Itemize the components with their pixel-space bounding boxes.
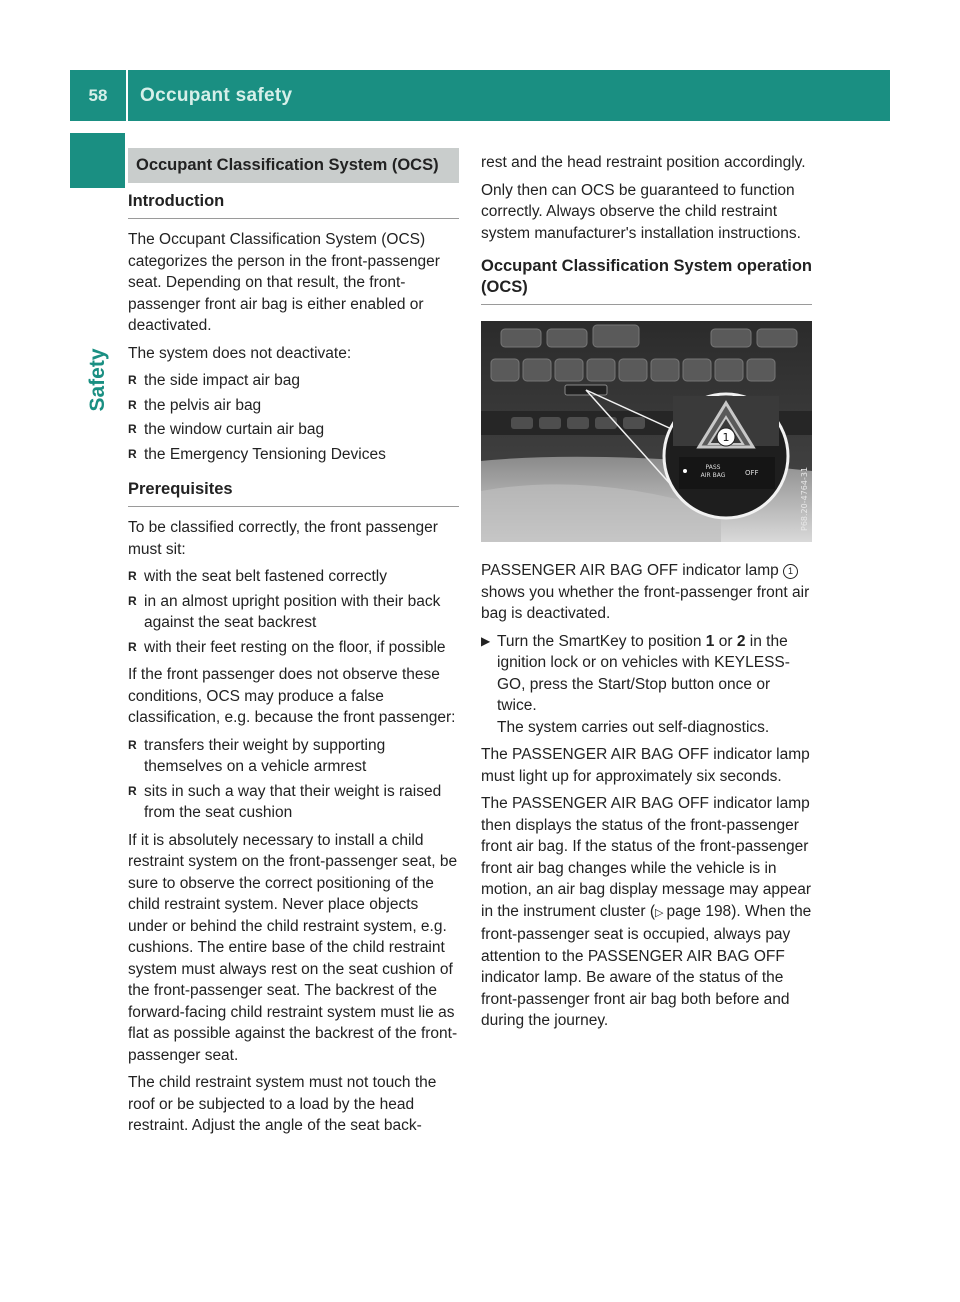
step-or: or [718,632,733,650]
list-item: R in an almost upright position with their back against the seat backrest [128,591,459,634]
status-text: The PASSENGER AIR BAG OFF indicator lamp then displays the status of the front-passenger front air bag. If the status of the front-passenger front air bag changes while the vehicle is in motion, an air bag display message may appear in the instrument cluster ( [481,795,811,920]
prereq-paragraph: To be classified correctly, the front passenger must sit: [128,519,438,558]
false-classification-list [128,735,459,824]
step-text: Turn the SmartKey to position [497,632,702,650]
list-item: R sits in such a way that their weight is raised from the seat cushion [128,781,459,824]
lamp-pass-text: PASS [705,464,721,471]
lamp-paragraph-text-2: shows you whether the front-passenger front air bag is deactivated. [481,583,810,622]
right-column [481,152,812,1038]
step-position-1: 1 [705,632,715,650]
status-text-2: ). When the front-passenger seat is occupied, always pay attention to the PASSENGER AIR BAG OFF indicator lamp. Be aware of the status of the front-passenger front air bag both before and during the journey. [481,902,812,1029]
page-reference-icon: ▷ [655,906,667,919]
list-item: R with the seat belt fastened correctly [128,566,459,588]
callout-number: 1 [722,431,730,444]
lamp-off-text: OFF [745,469,759,477]
guarantee-paragraph: Only then can OCS be guaranteed to function correctly. Always observe the child restraint system manufacturer's installation instructions. [481,181,801,242]
intro-paragraph-2: The system does not deactivate: [128,344,352,362]
callout-marker: 1 [783,564,798,579]
child-restraint-paragraph-2: The child restraint system must not touch the roof or be subjected to a load by the head restraint. Adjust the angle of the seat back- [128,1074,437,1134]
side-tab-block [70,133,125,188]
introduction-heading: Introduction [128,191,459,219]
step-arrow-icon: ▶ [481,633,491,648]
continued-paragraph: rest and the head restraint position accordingly. [481,154,806,171]
list-item: R the side impact air bag [128,370,459,392]
page-reference[interactable]: page 198 [666,902,732,920]
intro-paragraph: The Occupant Classification System (OCS) categorizes the person in the front-passenger seat. Depending on that result, the front-passenger front air bag is either enabled or deactivated. [128,231,440,334]
operation-heading: Occupant Classification System operation (OCS) [481,256,812,305]
list-item: R the Emergency Tensioning Devices [128,444,459,466]
instruction-step [481,631,812,739]
list-item: R the window curtain air bag [128,419,459,441]
header-divider [126,70,128,121]
list-item: R the pelvis air bag [128,395,459,417]
lamp-airbag-text: AIR BAG [700,472,726,479]
step-text-2: in the ignition lock or on vehicles with KEYLESS-GO, press the Start/Stop button once or twice. [497,632,790,714]
no-deactivate-list [128,370,459,465]
list-item: R with their feet resting on the floor, if possible [128,637,459,659]
left-column [128,148,459,1143]
child-restraint-paragraph: If it is absolutely necessary to install a child restraint system on the front-passenger seat, be sure to observe the correct positioning of the child restraint system. Never place objects under or behind the child restraint system, e.g. cushions. The entire base of the child restraint system must always rest on the seat cushion of the front-passenger seat. The backrest of the forward-facing child restraint system must lie as flat as possible against the backrest of the front-passenger seat. [128,831,458,1064]
lamp-paragraph-text: PASSENGER AIR BAG OFF indicator lamp [481,562,779,579]
page-number: 58 [88,85,108,105]
status-paragraph [481,793,812,1032]
light-up-paragraph: The PASSENGER AIR BAG OFF indicator lamp must light up for approximately six seconds. [481,746,810,785]
step-position-2: 2 [736,632,746,650]
side-tab-label: Safety [86,348,109,412]
prerequisites-heading: Prerequisites [128,479,459,507]
prereq-list [128,566,459,658]
chapter-title: Occupant safety [140,84,293,106]
center-console-illustration [481,321,812,542]
image-code: P68.20-4764-31 [800,466,809,531]
indicator-lamp-photo [481,321,812,542]
lamp-paragraph [481,560,812,625]
list-item: R transfers their weight by supporting themselves on a vehicle armrest [128,735,459,778]
step-result: The system carries out self-diagnostics. [497,718,770,736]
section-title: Occupant Classification System (OCS) [128,148,459,183]
prereq-paragraph-2: If the front passenger does not observe these conditions, OCS may produce a false classification, e.g. because the front passenger: [128,666,456,726]
